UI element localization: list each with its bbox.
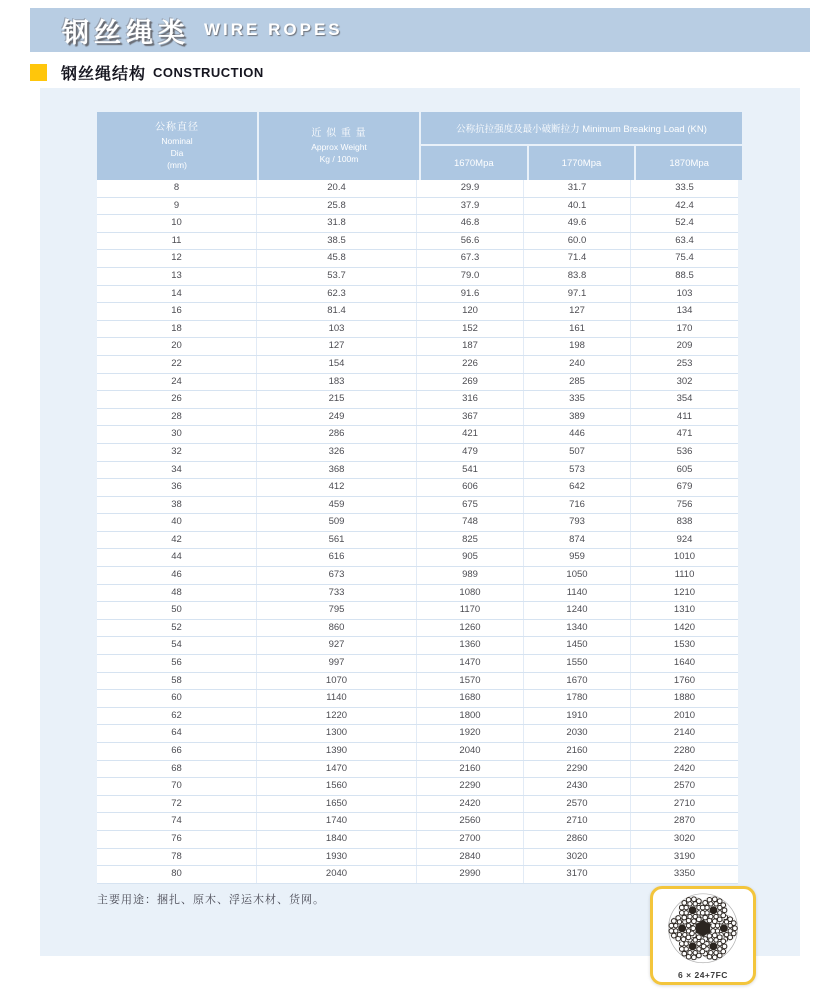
table-cell: 1670 — [524, 673, 631, 690]
header-nominal-dia-zh: 公称直径 — [155, 122, 199, 133]
rope-section-card — [650, 886, 756, 985]
table-cell: 76 — [97, 831, 257, 848]
table-cell: 24 — [97, 374, 257, 391]
table-cell: 1800 — [417, 708, 524, 725]
table-row — [97, 725, 738, 743]
table-cell: 53.7 — [257, 268, 417, 285]
table-cell: 253 — [676, 357, 693, 369]
table-cell: 2430 — [524, 778, 631, 795]
table-cell: 16 — [97, 303, 257, 320]
table-row — [97, 796, 738, 814]
table-row — [97, 444, 738, 462]
table-cell: 33.5 — [675, 182, 694, 193]
table-cell: 2710 — [673, 797, 696, 809]
table-cell: 1650 — [257, 796, 417, 813]
table-cell: 541 — [417, 462, 524, 479]
table-cell: 573 — [524, 462, 631, 479]
table-cell: 286 — [257, 426, 417, 443]
table-row — [97, 655, 738, 673]
table-row — [97, 761, 738, 779]
table-cell: 471 — [676, 428, 693, 440]
table-cell: 1910 — [524, 708, 631, 725]
table-cell: 302 — [676, 375, 693, 387]
table-row — [97, 268, 738, 286]
table-cell: 56 — [97, 655, 257, 672]
table-cell: 67.3 — [417, 250, 524, 267]
table-cell: 2160 — [417, 761, 524, 778]
table-cell: 38.5 — [257, 233, 417, 250]
header-approx-weight-en2: Kg / 100m — [319, 154, 359, 164]
table-row — [97, 743, 738, 761]
table-row — [97, 532, 738, 550]
table-cell: 367 — [417, 409, 524, 426]
table-cell: 29.9 — [417, 180, 524, 197]
table-cell: 1050 — [524, 567, 631, 584]
table-cell: 679 — [676, 481, 693, 493]
table-cell: 240 — [524, 356, 631, 373]
rope-construction-label: 6 × 24+7FC — [678, 970, 728, 980]
table-cell: 959 — [524, 549, 631, 566]
table-cell: 285 — [524, 374, 631, 391]
header-breaking-load-group — [421, 112, 742, 180]
table-cell: 673 — [257, 567, 417, 584]
table-cell: 927 — [257, 637, 417, 654]
table-row — [97, 708, 738, 726]
table-cell: 60 — [97, 690, 257, 707]
table-row — [97, 426, 738, 444]
header-grade-row — [421, 146, 742, 180]
table-cell: 1550 — [524, 655, 631, 672]
page-title-chinese: 钢丝绳类 — [62, 17, 190, 48]
table-cell: 1210 — [673, 586, 696, 598]
table-cell: 874 — [524, 532, 631, 549]
table-cell: 63.4 — [675, 234, 694, 246]
table-cell: 152 — [417, 321, 524, 338]
table-cell: 795 — [257, 602, 417, 619]
table-cell: 20 — [97, 338, 257, 355]
table-cell: 1140 — [257, 690, 417, 707]
table-cell: 860 — [257, 620, 417, 637]
table-row — [97, 479, 738, 497]
table-row — [97, 233, 738, 251]
table-cell: 2560 — [417, 813, 524, 830]
table-cell: 1140 — [524, 585, 631, 602]
table-row — [97, 198, 738, 216]
table-cell: 1740 — [257, 813, 417, 830]
table-cell: 56.6 — [417, 233, 524, 250]
table-cell: 3350 — [673, 868, 696, 880]
table-cell: 198 — [524, 338, 631, 355]
table-cell: 37.9 — [417, 198, 524, 215]
table-cell: 793 — [524, 514, 631, 531]
table-cell: 74 — [97, 813, 257, 830]
table-cell: 226 — [417, 356, 524, 373]
table-row — [97, 831, 738, 849]
table-cell: 81.4 — [257, 303, 417, 320]
table-cell: 1840 — [257, 831, 417, 848]
table-cell: 733 — [257, 585, 417, 602]
table-cell: 75.4 — [675, 252, 694, 264]
table-cell: 2140 — [673, 727, 696, 739]
section-heading — [30, 62, 264, 82]
table-cell: 103 — [257, 321, 417, 338]
table-cell: 2990 — [417, 866, 524, 883]
section-title-chinese: 钢丝绳结构 — [61, 65, 147, 83]
table-cell: 1240 — [524, 602, 631, 619]
table-cell: 52 — [97, 620, 257, 637]
table-cell: 187 — [417, 338, 524, 355]
table-row — [97, 620, 738, 638]
table-cell: 49.6 — [524, 215, 631, 232]
table-cell: 2420 — [673, 762, 696, 774]
table-cell: 2420 — [417, 796, 524, 813]
table-cell: 88.5 — [675, 269, 694, 281]
table-cell: 2010 — [673, 709, 696, 721]
table-cell: 1470 — [257, 761, 417, 778]
table-cell: 9 — [97, 198, 257, 215]
table-cell: 509 — [257, 514, 417, 531]
table-cell: 1010 — [673, 551, 696, 563]
table-row — [97, 462, 738, 480]
table-cell: 34 — [97, 462, 257, 479]
table-row — [97, 602, 738, 620]
table-cell: 1560 — [257, 778, 417, 795]
table-cell: 411 — [676, 410, 693, 422]
table-cell: 14 — [97, 286, 257, 303]
table-cell: 66 — [97, 743, 257, 760]
table-cell: 421 — [417, 426, 524, 443]
table-cell: 50 — [97, 602, 257, 619]
table-cell: 536 — [676, 445, 693, 457]
header-approx-weight — [259, 112, 419, 180]
table-cell: 368 — [257, 462, 417, 479]
table-cell: 326 — [257, 444, 417, 461]
table-cell: 127 — [524, 303, 631, 320]
table-row — [97, 849, 738, 867]
table-cell: 389 — [524, 409, 631, 426]
table-cell: 62 — [97, 708, 257, 725]
yellow-bullet-icon — [30, 64, 47, 81]
table-cell: 2700 — [417, 831, 524, 848]
table-cell: 989 — [417, 567, 524, 584]
page-title-english: WIRE ROPES — [204, 20, 343, 39]
table-cell: 68 — [97, 761, 257, 778]
table-cell: 838 — [676, 516, 693, 528]
table-cell: 269 — [417, 374, 524, 391]
table-cell: 12 — [97, 250, 257, 267]
table-cell: 1080 — [417, 585, 524, 602]
table-cell: 1070 — [257, 673, 417, 690]
table-row — [97, 321, 738, 339]
table-cell: 1110 — [674, 569, 695, 581]
table-cell: 3020 — [524, 849, 631, 866]
table-row — [97, 673, 738, 691]
table-cell: 1880 — [673, 692, 696, 704]
table-cell: 316 — [417, 391, 524, 408]
table-row — [97, 690, 738, 708]
table-cell: 2710 — [524, 813, 631, 830]
table-row — [97, 637, 738, 655]
table-cell: 748 — [417, 514, 524, 531]
table-cell: 1390 — [257, 743, 417, 760]
table-cell: 605 — [676, 463, 693, 475]
table-cell: 64 — [97, 725, 257, 742]
table-cell: 26 — [97, 391, 257, 408]
table-cell: 28 — [97, 409, 257, 426]
table-cell: 120 — [417, 303, 524, 320]
table-cell: 2290 — [524, 761, 631, 778]
table-cell: 249 — [257, 409, 417, 426]
table-cell: 2040 — [417, 743, 524, 760]
table-cell: 412 — [257, 479, 417, 496]
header-grade-1770: 1770Mpa — [529, 146, 635, 180]
table-cell: 52.4 — [675, 217, 694, 229]
rope-cross-section-icon — [657, 892, 749, 970]
table-cell: 42.4 — [675, 199, 694, 211]
table-cell: 1170 — [417, 602, 524, 619]
table-cell: 1420 — [673, 621, 696, 633]
table-cell: 335 — [524, 391, 631, 408]
table-cell: 32 — [97, 444, 257, 461]
table-cell: 97.1 — [524, 286, 631, 303]
table-cell: 30 — [97, 426, 257, 443]
table-row — [97, 585, 738, 603]
table-cell: 22 — [97, 356, 257, 373]
header-approx-weight-en1: Approx Weight — [311, 142, 367, 152]
table-cell: 446 — [524, 426, 631, 443]
table-cell: 170 — [676, 322, 693, 334]
table-cell: 1930 — [257, 849, 417, 866]
table-cell: 606 — [417, 479, 524, 496]
header-approx-weight-zh: 近 似 重 量 — [311, 128, 367, 139]
table-cell: 716 — [524, 497, 631, 514]
table-cell: 479 — [417, 444, 524, 461]
table-cell: 1300 — [257, 725, 417, 742]
table-row — [97, 813, 738, 831]
table-cell: 2290 — [417, 778, 524, 795]
table-cell: 127 — [257, 338, 417, 355]
page-title-band — [30, 8, 810, 52]
table-cell: 40 — [97, 514, 257, 531]
table-cell: 183 — [257, 374, 417, 391]
table-cell: 616 — [257, 549, 417, 566]
section-title-english: CONSTRUCTION — [153, 64, 264, 80]
table-cell: 2570 — [524, 796, 631, 813]
table-cell: 756 — [676, 498, 693, 510]
table-row — [97, 514, 738, 532]
table-cell: 79.0 — [417, 268, 524, 285]
table-cell: 1260 — [417, 620, 524, 637]
table-cell: 80 — [97, 866, 257, 883]
table-cell: 2030 — [524, 725, 631, 742]
table-cell: 13 — [97, 268, 257, 285]
table-cell: 1340 — [524, 620, 631, 637]
table-row — [97, 391, 738, 409]
table-cell: 42 — [97, 532, 257, 549]
table-cell: 40.1 — [524, 198, 631, 215]
table-cell: 561 — [257, 532, 417, 549]
table-cell: 161 — [524, 321, 631, 338]
table-row — [97, 866, 738, 884]
table-cell: 1780 — [524, 690, 631, 707]
table-cell: 46.8 — [417, 215, 524, 232]
table-row — [97, 250, 738, 268]
header-grade-1870: 1870Mpa — [636, 146, 742, 180]
table-cell: 62.3 — [257, 286, 417, 303]
table-cell: 45.8 — [257, 250, 417, 267]
table-cell: 1920 — [417, 725, 524, 742]
table-cell: 78 — [97, 849, 257, 866]
table-cell: 154 — [257, 356, 417, 373]
table-cell: 18 — [97, 321, 257, 338]
table-cell: 997 — [257, 655, 417, 672]
table-cell: 58 — [97, 673, 257, 690]
header-nominal-dia-en2: Dia — [170, 148, 184, 158]
header-breaking-load-span: 公称抗拉强度及最小破断拉力 Minimum Breaking Load (KN) — [421, 112, 742, 144]
table-cell: 1760 — [673, 674, 696, 686]
table-cell: 2280 — [673, 745, 696, 756]
table-cell: 459 — [257, 497, 417, 514]
table-cell: 905 — [417, 549, 524, 566]
table-row — [97, 303, 738, 321]
table-row — [97, 215, 738, 233]
table-cell: 507 — [524, 444, 631, 461]
table-cell: 91.6 — [417, 286, 524, 303]
table-row — [97, 549, 738, 567]
table-cell: 8 — [97, 180, 257, 197]
header-nominal-dia — [97, 112, 257, 180]
table-cell: 215 — [257, 391, 417, 408]
table-cell: 2570 — [673, 780, 696, 792]
table-cell: 46 — [97, 567, 257, 584]
table-cell: 1450 — [524, 637, 631, 654]
header-nominal-dia-en1: Nominal — [161, 136, 193, 146]
table-cell: 1570 — [417, 673, 524, 690]
table-cell: 10 — [97, 215, 257, 232]
table-row — [97, 338, 738, 356]
table-cell: 54 — [97, 637, 257, 654]
table-cell: 825 — [417, 532, 524, 549]
table-row — [97, 180, 738, 198]
table-cell: 3020 — [673, 832, 696, 844]
table-cell: 1360 — [417, 637, 524, 654]
table-cell: 2870 — [673, 815, 696, 827]
table-cell: 134 — [676, 305, 693, 317]
table-cell: 3190 — [673, 850, 696, 862]
table-row — [97, 409, 738, 427]
table-cell: 2040 — [257, 866, 417, 883]
table-cell: 1220 — [257, 708, 417, 725]
table-cell: 83.8 — [524, 268, 631, 285]
table-cell: 72 — [97, 796, 257, 813]
table-cell: 103 — [676, 287, 693, 299]
table-row — [97, 286, 738, 304]
table-cell: 70 — [97, 778, 257, 795]
table-cell: 1530 — [673, 639, 696, 651]
table-cell: 1470 — [417, 655, 524, 672]
table-cell: 642 — [524, 479, 631, 496]
table-cell: 31.8 — [257, 215, 417, 232]
table-cell: 20.4 — [257, 180, 417, 197]
table-row — [97, 567, 738, 585]
table-cell: 1680 — [417, 690, 524, 707]
table-body — [97, 180, 738, 884]
table-cell: 44 — [97, 549, 257, 566]
table-cell: 2860 — [524, 831, 631, 848]
table-row — [97, 356, 738, 374]
table-cell: 25.8 — [257, 198, 417, 215]
table-row — [97, 778, 738, 796]
header-grade-1670: 1670Mpa — [421, 146, 527, 180]
usage-footnote: 主要用途：捆扎、原木、浮运木材、货网。 — [97, 894, 325, 906]
spec-table — [97, 112, 738, 884]
table-cell: 209 — [676, 340, 693, 352]
table-cell: 36 — [97, 479, 257, 496]
table-row — [97, 374, 738, 392]
table-row — [97, 497, 738, 515]
table-cell: 3170 — [524, 866, 631, 883]
table-cell: 48 — [97, 585, 257, 602]
table-cell: 675 — [417, 497, 524, 514]
table-header — [97, 112, 738, 180]
table-cell: 1310 — [673, 604, 696, 616]
table-cell: 38 — [97, 497, 257, 514]
table-cell: 71.4 — [524, 250, 631, 267]
header-nominal-dia-en3: (mm) — [167, 160, 187, 170]
table-cell: 1640 — [673, 657, 696, 669]
table-cell: 11 — [97, 233, 257, 250]
table-cell: 2160 — [524, 743, 631, 760]
table-cell: 354 — [676, 393, 693, 405]
table-cell: 60.0 — [524, 233, 631, 250]
table-cell: 924 — [676, 533, 693, 545]
table-cell: 31.7 — [524, 180, 631, 197]
table-cell: 2840 — [417, 849, 524, 866]
